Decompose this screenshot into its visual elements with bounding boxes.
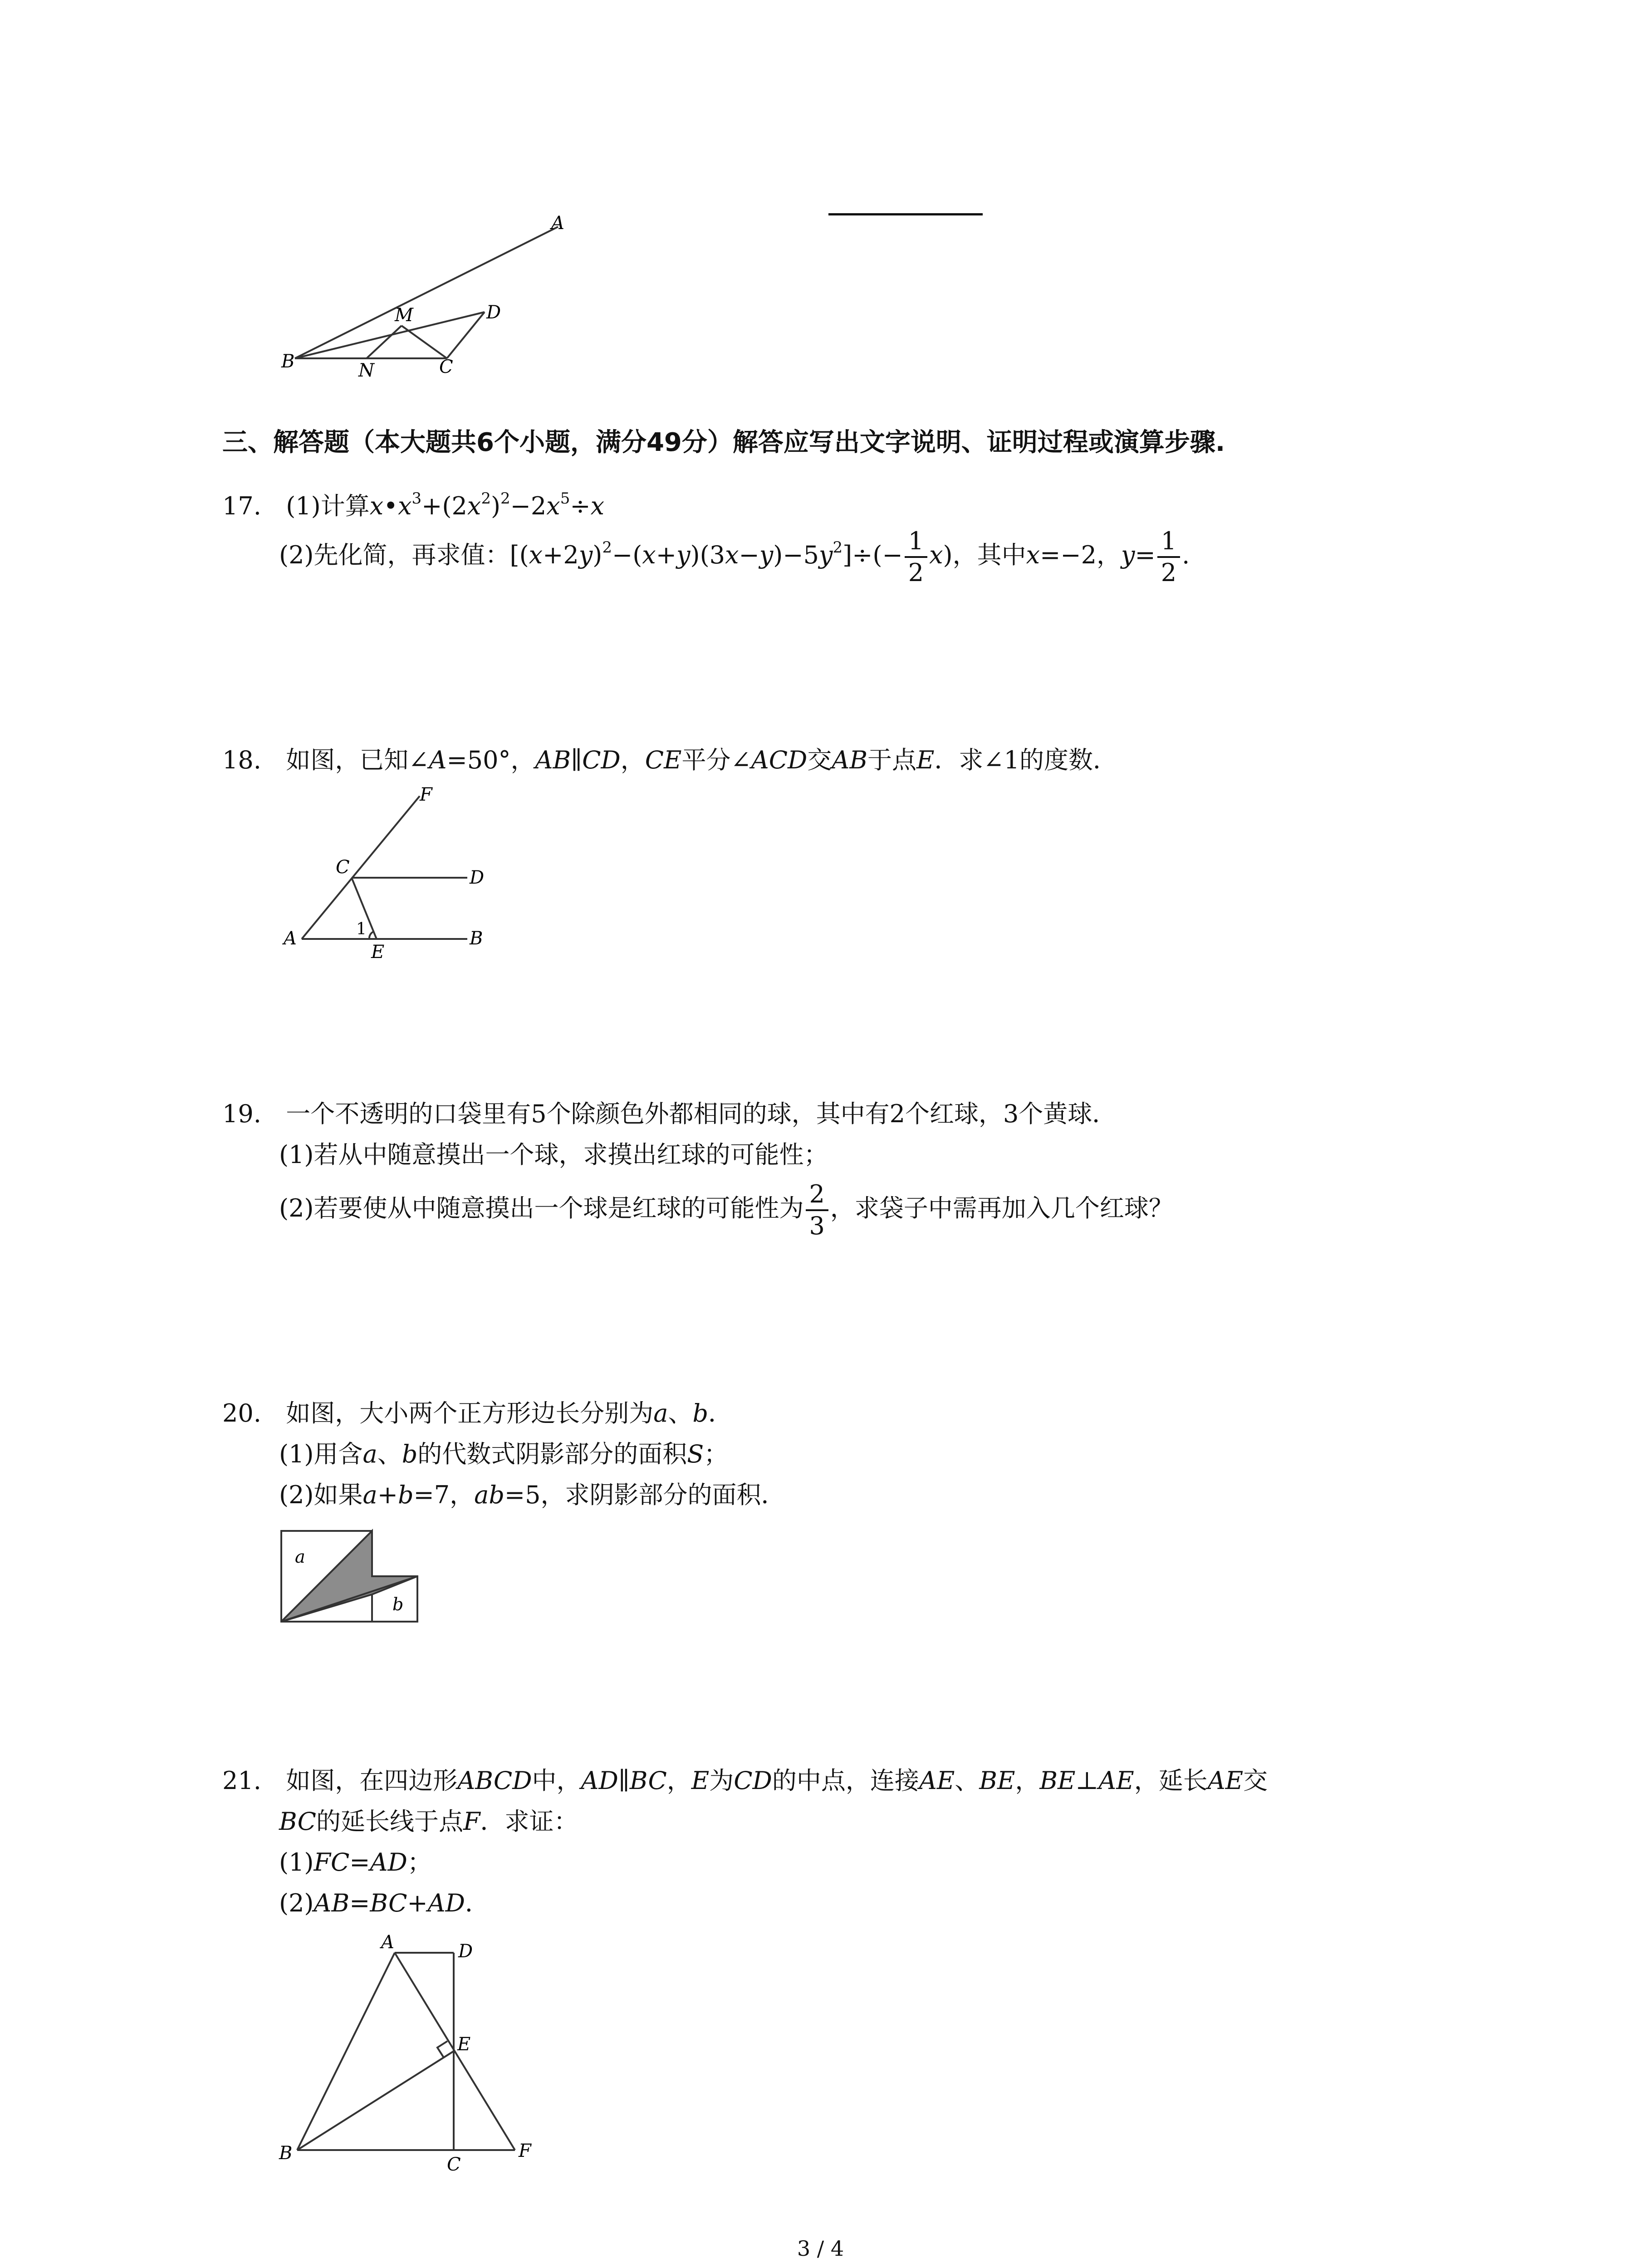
- question-20-line3: (2)如果a+b=7，ab=5，求阴影部分的面积．: [279, 1481, 786, 1509]
- label-D: D: [486, 302, 501, 323]
- fraction-one-half-2: $\frac{1}{2}$: [1157, 526, 1180, 588]
- label-B: B: [470, 928, 483, 949]
- page-number: 3 / 4: [797, 2236, 844, 2261]
- question-19-line2: (1)若从中随意摸出一个球，求摸出红球的可能性；: [279, 1140, 828, 1169]
- question-number: 21.: [222, 1766, 261, 1795]
- question-number: 20.: [222, 1399, 261, 1427]
- label-B: B: [279, 2143, 293, 2164]
- fraction-two-thirds: $\frac{2}{3}$: [806, 1179, 828, 1241]
- label-C: C: [447, 2154, 461, 2175]
- label-E: E: [457, 2034, 471, 2055]
- answer-blank-line: [828, 213, 983, 215]
- label-D: D: [470, 867, 485, 888]
- label-F: F: [420, 785, 432, 805]
- label-A: A: [381, 1932, 394, 1953]
- question-number: 19.: [222, 1100, 261, 1128]
- question-19-line1: 19. 一个不透明的口袋里有5个除颜色外都相同的球，其中有2个红球，3个黄球．: [222, 1100, 1117, 1128]
- label-N: N: [358, 360, 374, 381]
- label-1: 1: [356, 920, 367, 938]
- question-21-line4: (2)AB=BC+AD．: [279, 1889, 490, 1917]
- figure-q21: [268, 1928, 549, 2182]
- question-21-line1: 21. 如图，在四边形ABCD中，AD∥BC，E为CD的中点，连接AE、BE，BE⊥AE，延长AE交: [222, 1766, 1268, 1795]
- label-F: F: [519, 2141, 531, 2161]
- question-18: 18. 如图，已知∠A=50°，AB∥CD，CE平分∠ACD交AB于点E．求∠1的度数．: [222, 746, 1118, 774]
- label-C: C: [439, 357, 453, 377]
- label-A: A: [551, 213, 564, 234]
- label-E: E: [371, 942, 385, 962]
- question-17-part1: 17. (1)计算$x•x^3+(2x^2)^2-2x^5\div x$: [222, 489, 605, 520]
- question-number: 17.: [222, 492, 261, 520]
- label-a: a: [295, 1547, 305, 1567]
- label-A: A: [284, 928, 297, 949]
- question-19-line3: (2)若要使从中随意摸出一个球是红球的可能性为 $\frac{2}{3}$ ，求袋子中需再加入几个红球？: [279, 1180, 1173, 1240]
- figure-q20: [277, 1526, 431, 1631]
- label-D: D: [458, 1941, 473, 1962]
- figure-q18: [268, 785, 504, 962]
- label-C: C: [336, 857, 350, 878]
- question-number: 18.: [222, 746, 261, 774]
- label-B: B: [281, 351, 295, 372]
- question-20-line1: 20. 如图，大小两个正方形边长分别为a、b．: [222, 1399, 733, 1427]
- question-20-line2: (1)用含a、b的代数式阴影部分的面积S；: [279, 1440, 729, 1468]
- section-title: 三、解答题（本大题共6个小题，满分49分）解答应写出文字说明、证明过程或演算步骤.: [222, 428, 1225, 457]
- fraction-one-half: $\frac{1}{2}$: [905, 526, 927, 588]
- question-21-line2: BC的延长线于点F．求证：: [279, 1807, 578, 1836]
- label-b: b: [392, 1594, 404, 1614]
- figure-q16: [268, 213, 594, 381]
- question-17-part2: (2)先化简，再求值：$[(x+2y)^2-(x+y)(3x-y)-5y^2]\div(-$ $\frac{1}{2}$ x)，其中x=−2，y= $\frac{1}{2}$ .: [279, 527, 1190, 587]
- question-21-line3: (1)FC=AD；: [279, 1848, 432, 1877]
- label-M: M: [395, 305, 413, 326]
